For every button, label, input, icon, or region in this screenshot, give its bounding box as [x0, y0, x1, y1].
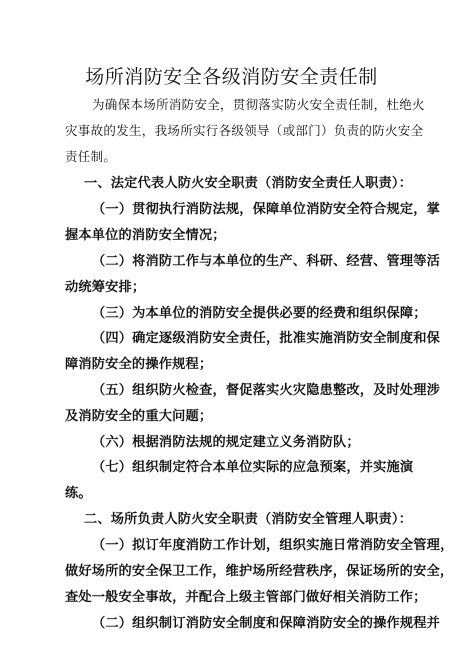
section1-heading: 一、法定代表人防火安全职责（消防安全责任人职责）：: [84, 176, 413, 191]
intro-line-2: 灾事故的发生，我场所实行各级领导（或部门）负责的防火安全: [65, 123, 424, 138]
intro-line-1: 为确保本场所消防安全，贯彻落实防火安全责任制，杜绝火: [92, 97, 425, 112]
section1-item2-line2: 动统筹安排；: [65, 280, 146, 295]
section2-item1-line2: 做好场所的安全保卫工作，维护场所经营秩序，保证场所的安全，: [65, 564, 454, 579]
section1-item4-line1: （四）确定逐级消防安全责任，批准实施消防安全制度和保: [92, 331, 441, 346]
section1-item5-line1: （五）组织防火检查，督促落实火灾隐患整改，及时处理涉: [92, 383, 441, 398]
section1-item1-line2: 握本单位的消防安全情况；: [65, 228, 226, 243]
section2-item1-line3: 查处一般安全事故，并配合上级主管部门做好相关消防工作；: [65, 590, 427, 605]
intro-line-3: 责任制。: [65, 149, 117, 164]
section2-item1-line1: （一）拟订年度消防工作计划，组织实施日常消防安全管理，: [92, 538, 454, 553]
section1-item7-line2: 练。: [65, 486, 92, 501]
document-title: 场所消防安全各级消防安全责任制: [85, 66, 378, 88]
section2-heading: 二、场所负责人防火安全职责（消防安全管理人职责）：: [84, 512, 413, 527]
section1-item3: （三）为本单位的消防安全提供必要的经费和组织保障；: [92, 306, 427, 321]
section1-item6: （六）根据消防法规的规定建立义务消防队；: [92, 435, 360, 450]
section1-item7-line1: （七）组织制定符合本单位实际的应急预案，并实施演: [92, 460, 414, 475]
section2-item2-line1: （二）组织制订消防安全制度和保障消防安全的操作规程并: [92, 616, 441, 631]
section1-item4-line2: 障消防安全的操作规程；: [65, 357, 213, 372]
section1-item1-line1: （一）贯彻执行消防法规，保障单位消防安全符合规定，掌: [92, 202, 441, 217]
section1-item5-line2: 及消防安全的重大问题；: [65, 409, 213, 424]
section1-item2-line1: （二）将消防工作与本单位的生产、科研、经营、管理等活: [92, 254, 441, 269]
